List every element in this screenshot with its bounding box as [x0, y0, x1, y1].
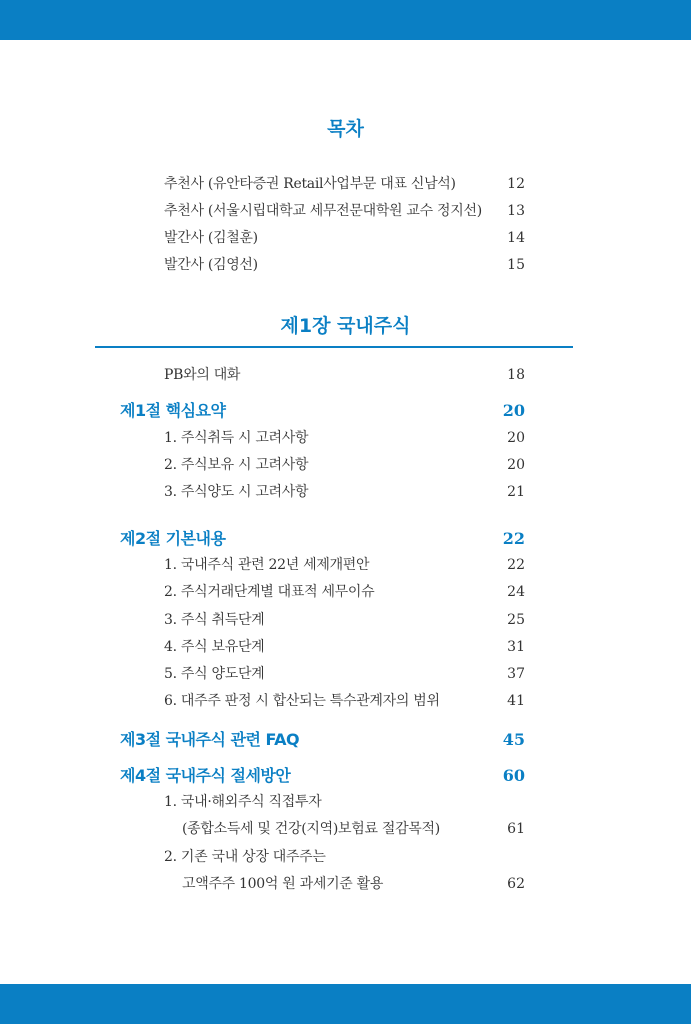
toc-entry[interactable] — [0, 636, 691, 658]
toc-entry-label: 5. 주식 양도단계 — [164, 666, 265, 682]
toc-entry[interactable] — [0, 663, 691, 685]
toc-entry-label: PB와의 대화 — [164, 367, 241, 383]
toc-entry[interactable] — [0, 791, 691, 813]
toc-entry[interactable] — [0, 581, 691, 603]
toc-entry-page: 18 — [507, 367, 525, 383]
toc-entry-label: 2. 주식거래단계별 대표적 세무이슈 — [164, 584, 375, 600]
toc-entry-label: 4. 주식 보유단계 — [164, 639, 265, 655]
toc-title: 목차 — [327, 118, 364, 140]
toc-entry[interactable] — [0, 609, 691, 631]
toc-entry-page: 25 — [507, 612, 525, 628]
toc-entry-label: 6. 대주주 판정 시 합산되는 특수관계자의 범위 — [164, 693, 440, 709]
footer-band — [0, 984, 691, 1024]
chapter-divider — [95, 346, 573, 348]
section-heading[interactable] — [0, 729, 691, 751]
section-heading[interactable] — [0, 765, 691, 787]
toc-entry-label: 발간사 (김영선) — [164, 257, 258, 273]
toc-entry[interactable] — [0, 200, 691, 222]
toc-entry[interactable] — [0, 364, 691, 386]
toc-entry-page: 24 — [507, 584, 525, 600]
toc-entry-page: 20 — [507, 430, 525, 446]
section-page: 22 — [502, 529, 525, 548]
toc-entry[interactable] — [0, 481, 691, 503]
section-title: 제3절 국내주식 관련 FAQ — [120, 730, 300, 749]
toc-entry[interactable] — [0, 254, 691, 276]
toc-entry-page: 31 — [507, 639, 525, 655]
section-title: 제1절 핵심요약 — [120, 401, 226, 420]
toc-entry-continued[interactable] — [0, 818, 691, 840]
toc-entry-continued[interactable] — [0, 873, 691, 895]
toc-entry-page: 14 — [507, 230, 525, 246]
toc-entry-page: 41 — [507, 693, 525, 709]
section-page: 60 — [502, 766, 525, 785]
toc-entry-label: 2. 주식보유 시 고려사항 — [164, 457, 309, 473]
toc-entry-label: 고액주주 100억 원 과세기준 활용 — [182, 876, 384, 892]
toc-entry-page: 37 — [507, 666, 525, 682]
toc-entry[interactable] — [0, 427, 691, 449]
toc-entry-label: 2. 기존 국내 상장 대주주는 — [164, 849, 326, 865]
section-page: 20 — [502, 401, 525, 420]
section-heading[interactable] — [0, 400, 691, 422]
toc-entry[interactable] — [0, 227, 691, 249]
toc-entry-label: 추천사 (유안타증권 Retail사업부문 대표 신남석) — [164, 176, 456, 192]
toc-entry[interactable] — [0, 554, 691, 576]
toc-entry-page: 13 — [507, 203, 525, 219]
toc-entry-page: 21 — [507, 484, 525, 500]
toc-entry-label: 발간사 (김철훈) — [164, 230, 258, 246]
section-title: 제4절 국내주식 절세방안 — [120, 766, 291, 785]
toc-entry-page: 12 — [507, 176, 525, 192]
toc-entry-page: 20 — [507, 457, 525, 473]
toc-entry-label: 1. 국내주식 관련 22년 세제개편안 — [164, 557, 370, 573]
section-page: 45 — [502, 730, 525, 749]
section-heading[interactable] — [0, 528, 691, 550]
toc-entry-label: 1. 주식취득 시 고려사항 — [164, 430, 309, 446]
toc-entry-page: 61 — [507, 821, 525, 837]
toc-entry-label: 추천사 (서울시립대학교 세무전문대학원 교수 정지선) — [164, 203, 482, 219]
toc-entry[interactable] — [0, 690, 691, 712]
toc-entry-page: 62 — [507, 876, 525, 892]
toc-entry-label: (종합소득세 및 건강(지역)보험료 절감목적) — [182, 821, 440, 837]
toc-entry-page: 22 — [507, 557, 525, 573]
toc-entry-page: 15 — [507, 257, 525, 273]
toc-entry[interactable] — [0, 173, 691, 195]
toc-entry-label: 3. 주식양도 시 고려사항 — [164, 484, 309, 500]
toc-entry[interactable] — [0, 454, 691, 476]
chapter-title: 제1장 국내주식 — [280, 315, 411, 337]
header-band — [0, 0, 691, 40]
section-title: 제2절 기본내용 — [120, 529, 226, 548]
toc-entry-label: 1. 국내·해외주식 직접투자 — [164, 794, 322, 810]
toc-entry-label: 3. 주식 취득단계 — [164, 612, 265, 628]
toc-entry[interactable] — [0, 846, 691, 868]
